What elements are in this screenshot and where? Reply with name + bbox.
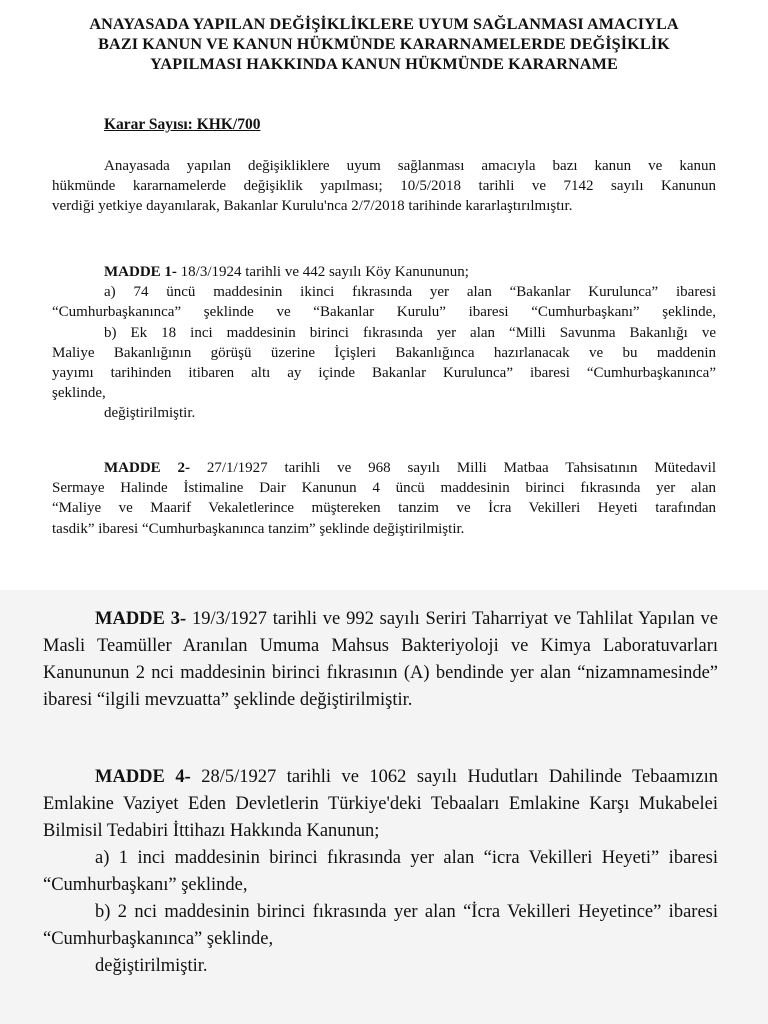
article-2-label: MADDE 2- xyxy=(104,460,190,476)
article-2-intro: 27/1/1927 tarihli ve 968 sayılı Milli Matbaa Tahsisatının Mütedavil xyxy=(190,460,716,476)
article-3-line: ibaresi “ilgili mevzuatta” şeklinde değiştirilmiştir. xyxy=(43,690,413,710)
preamble xyxy=(52,156,716,217)
article-2-line: Sermaye Halinde İstimaline Dair Kanunun 4 üncü maddesinin birinci fıkrasında yer alan xyxy=(52,480,716,497)
article-1-line: b) Ek 18 inci maddesinin birinci fıkrasında yer alan “Milli Savunma Bakanlığı ve xyxy=(104,324,716,341)
article-3-intro: 19/3/1927 tarihli ve 992 sayılı Seriri Taharriyat ve Tahlilat Yapılan ve xyxy=(186,609,718,629)
article-4-intro: 28/5/1927 tarihli ve 1062 sayılı Hudutları Dahilinde Tebaamızın xyxy=(190,767,718,787)
preamble-line: hükmünde kararnamelerde değişiklik yapılması; 10/5/2018 tarihli ve 7142 sayılı Kanunun xyxy=(52,178,716,195)
article-3-label: MADDE 3- xyxy=(95,609,187,629)
article-4-line: a) 1 inci maddesinin birinci fıkrasında yer alan “icra Vekilleri Heyeti” ibaresi xyxy=(95,848,718,868)
article-1 xyxy=(52,262,716,424)
article-1-line: yayımı tarihinden itibaren altı ay içinde Bakanlar Kurulunca” ibaresi “Cumhurbaşkanınca” xyxy=(52,365,716,382)
preamble-line: Anayasada yapılan değişikliklere uyum sağlanması amacıyla bazı kanun ve kanun xyxy=(104,158,716,174)
article-4 xyxy=(43,764,718,980)
article-1-intro: 18/3/1924 tarihli ve 442 sayılı Köy Kanununun; xyxy=(176,264,469,280)
article-4-line: “Cumhurbaşkanı” şeklinde, xyxy=(43,875,248,895)
article-4-label: MADDE 4- xyxy=(95,767,191,787)
article-4-line: Emlakine Vaziyet Eden Devletlerin Türkiye'deki Tebaaları Emlakine Karşı Mukabelei xyxy=(43,794,718,814)
article-1-line: değiştirilmiştir. xyxy=(104,405,196,422)
article-1-label: MADDE 1- xyxy=(104,264,177,280)
title-line: ANAYASADA YAPILAN DEĞİŞİKLİKLERE UYUM SAĞLANMASI AMACIYLA xyxy=(89,15,679,33)
article-3 xyxy=(43,606,718,714)
article-4-line: Bilmisil Tedabiri İttihazı Hakkında Kanunun; xyxy=(43,821,380,841)
title-line: YAPILMASI HAKKINDA KANUN HÜKMÜNDE KARARNAME xyxy=(150,55,618,73)
article-4-line: b) 2 nci maddesinin birinci fıkrasında yer alan “İcra Vekilleri Heyetince” ibaresi xyxy=(95,902,718,922)
article-4-line: değiştirilmiştir. xyxy=(95,956,208,976)
title-line: BAZI KANUN VE KANUN HÜKMÜNDE KARARNAMELERDE DEĞİŞİKLİK xyxy=(98,35,670,53)
preamble-line: verdiği yetkiye dayanılarak, Bakanlar Kurulu'nca 2/7/2018 tarihinde kararlaştırılmıştır. xyxy=(52,198,573,215)
article-2 xyxy=(52,458,716,539)
document-title xyxy=(40,14,728,74)
article-1-line: a) 74 üncü maddesinin ikinci fıkrasında yer alan “Bakanlar Kurulunca” ibaresi xyxy=(104,284,716,301)
article-2-line xyxy=(52,458,716,478)
article-2-line: “Maliye ve Maarif Vekaletlerince müştereken tanzim ve İcra Vekilleri Heyeti tarafından xyxy=(52,500,716,517)
article-4-line xyxy=(43,764,718,791)
article-1-line xyxy=(52,262,716,282)
article-2-line: tasdik” ibaresi “Cumhurbaşkanınca tanzim” şeklinde değiştirilmiştir. xyxy=(52,520,465,537)
article-3-line: Masli Teamüller Aranılan Umuma Mahsus Bakteriyoloji ve Kimya Laboratuvarları xyxy=(43,636,718,656)
article-1-line: “Cumhurbaşkanınca” şeklinde ve “Bakanlar Kurulu” ibaresi “Cumhurbaşkanı” şeklinde, xyxy=(52,304,716,321)
article-3-line xyxy=(43,606,718,633)
article-4-line: “Cumhurbaşkanınca” şeklinde, xyxy=(43,929,274,949)
article-1-line: şeklinde, xyxy=(52,385,106,402)
article-3-line: Kanununun 2 nci maddesinin birinci fıkrasının (A) bendinde yer alan “nizamnamesinde” xyxy=(43,663,718,683)
decision-number: Karar Sayısı: KHK/700 xyxy=(104,116,261,133)
article-1-line: Maliye Bakanlığının görüşü üzerine İçişleri Bakanlığınca hazırlanacak ve bu maddenin xyxy=(52,344,716,361)
